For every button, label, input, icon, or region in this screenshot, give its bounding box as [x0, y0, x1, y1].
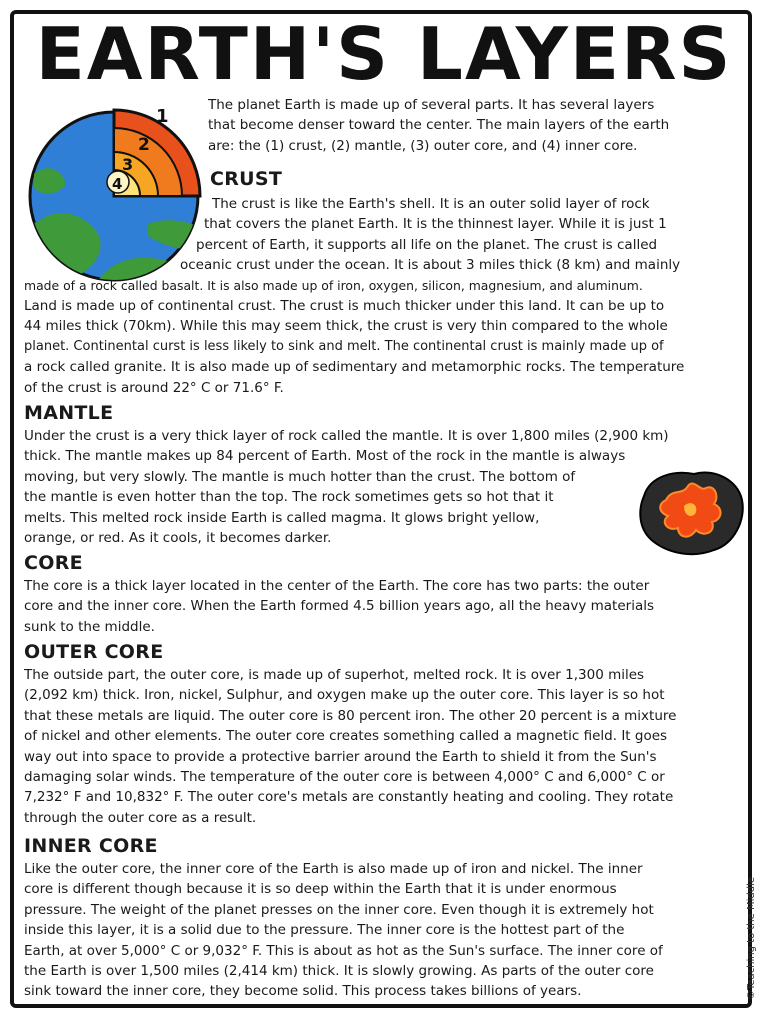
crust-line: Land is made up of continental crust. The crust is much thicker under this land. It can be up to	[24, 298, 665, 314]
crust-line: oceanic crust under the ocean. It is about 3 miles thick (8 km) and mainly	[180, 257, 681, 274]
crust-line: that covers the planet Earth. It is the thinnest layer. While it is just 1	[204, 216, 667, 233]
inner-core-line: the Earth is over 1,500 miles (2,414 km) thick. It is slowly growing. As parts of the outer core	[24, 963, 654, 979]
mantle-heading: MANTLE	[24, 402, 114, 424]
magma-rock-illustration	[634, 466, 746, 558]
core-heading: CORE	[24, 552, 83, 574]
inner-core-line: sink toward the inner core, they become solid. This process takes billions of years.	[24, 983, 582, 1000]
outer-core-line: way out into space to provide a protective barrier around the Earth to shield it from the Sun's	[24, 748, 657, 765]
outer-core-line: through the outer core as a result.	[24, 809, 257, 826]
inner-core-line: Earth, at over 5,000° C or 9,032° F. This is about as hot as the Sun's surface. The inner core of	[24, 942, 663, 959]
core-line: core and the inner core. When the Earth formed 4.5 billion years ago, all the heavy materials	[24, 598, 655, 615]
mantle-line: orange, or red. As it cools, it becomes darker.	[24, 530, 332, 546]
globe-label-4: 4	[112, 175, 123, 193]
copyright-notice: ©Teaching to the Middle	[746, 876, 757, 1000]
intro-line: are: the (1) crust, (2) mantle, (3) outer core, and (4) inner core.	[208, 137, 638, 154]
globe-label-1: 1	[156, 106, 169, 127]
crust-line: The crust is like the Earth's shell. It is an outer solid layer of rock	[212, 196, 650, 212]
outer-core-heading: OUTER CORE	[24, 641, 164, 663]
intro-line: that become denser toward the center. The main layers of the earth	[208, 117, 670, 134]
crust-line: made of a rock called basalt. It is also made up of iron, oxygen, silicon, magnesium, and aluminum.	[24, 277, 643, 293]
outer-core-line: The outside part, the outer core, is made up of superhot, melted rock. It is over 1,300 miles	[24, 667, 645, 683]
globe-label-3: 3	[122, 155, 134, 174]
inner-core-heading: INNER CORE	[24, 835, 158, 857]
outer-core-line: of nickel and other elements. The outer core creates something called a magnetic field. It goes	[24, 728, 668, 745]
inner-core-line: Like the outer core, the inner core of the Earth is also made up of iron and nickel. The inner	[24, 861, 643, 877]
core-line: sunk to the middle.	[24, 618, 155, 635]
intro-line: The planet Earth is made up of several parts. It has several layers	[208, 97, 655, 113]
inner-core-line: core is different though because it is so deep within the Earth that it is under enormous	[24, 881, 617, 898]
crust-heading: CRUST	[210, 168, 283, 190]
outer-core-line: (2,092 km) thick. Iron, nickel, Sulphur, and oxygen make up the outer core. This layer is so hot	[24, 687, 665, 704]
outer-core-line: that these metals are liquid. The outer core is 80 percent iron. The other 20 percent is a mixture	[24, 707, 677, 724]
mantle-line: the mantle is even hotter than the top. The rock sometimes gets so hot that it	[24, 489, 554, 506]
inner-core-line: inside this layer, it is a solid due to the pressure. The inner core is the hottest part of the	[24, 922, 625, 939]
crust-line: a rock called granite. It is also made up of sedimentary and metamorphic rocks. The temperature	[24, 359, 685, 376]
mantle-line: Under the crust is a very thick layer of rock called the mantle. It is over 1,800 miles (2,900 km)	[24, 428, 669, 444]
outer-core-line: 7,232° F and 10,832° F. The outer core's metals are constantly heating and cooling. They rotate	[24, 789, 674, 806]
page-title: EARTH'S LAYERS	[35, 12, 733, 96]
crust-line: 44 miles thick (70km). While this may seem thick, the crust is very thin compared to the whole	[24, 318, 668, 335]
crust-line: percent of Earth, it supports all life on the planet. The crust is called	[196, 236, 658, 253]
inner-core-line: pressure. The weight of the planet presses on the inner core. Even though it is extremely hot	[24, 901, 654, 918]
mantle-line: thick. The mantle makes up 84 percent of Earth. Most of the rock in the mantle is always	[24, 448, 626, 465]
crust-line: of the crust is around 22° C or 71.6° F.	[24, 379, 284, 396]
crust-line: planet. Continental curst is less likely to sink and melt. The continental crust is mainly made up of	[24, 338, 664, 354]
mantle-line: melts. This melted rock inside Earth is called magma. It glows bright yellow,	[24, 509, 540, 526]
globe-label-2: 2	[138, 135, 150, 155]
core-line: The core is a thick layer located in the center of the Earth. The core has two parts: the outer	[24, 578, 650, 594]
mantle-line: moving, but very slowly. The mantle is much hotter than the crust. The bottom of	[24, 468, 576, 485]
outer-core-line: damaging solar winds. The temperature of the outer core is between 4,000° C and 6,000° C or	[24, 769, 665, 785]
